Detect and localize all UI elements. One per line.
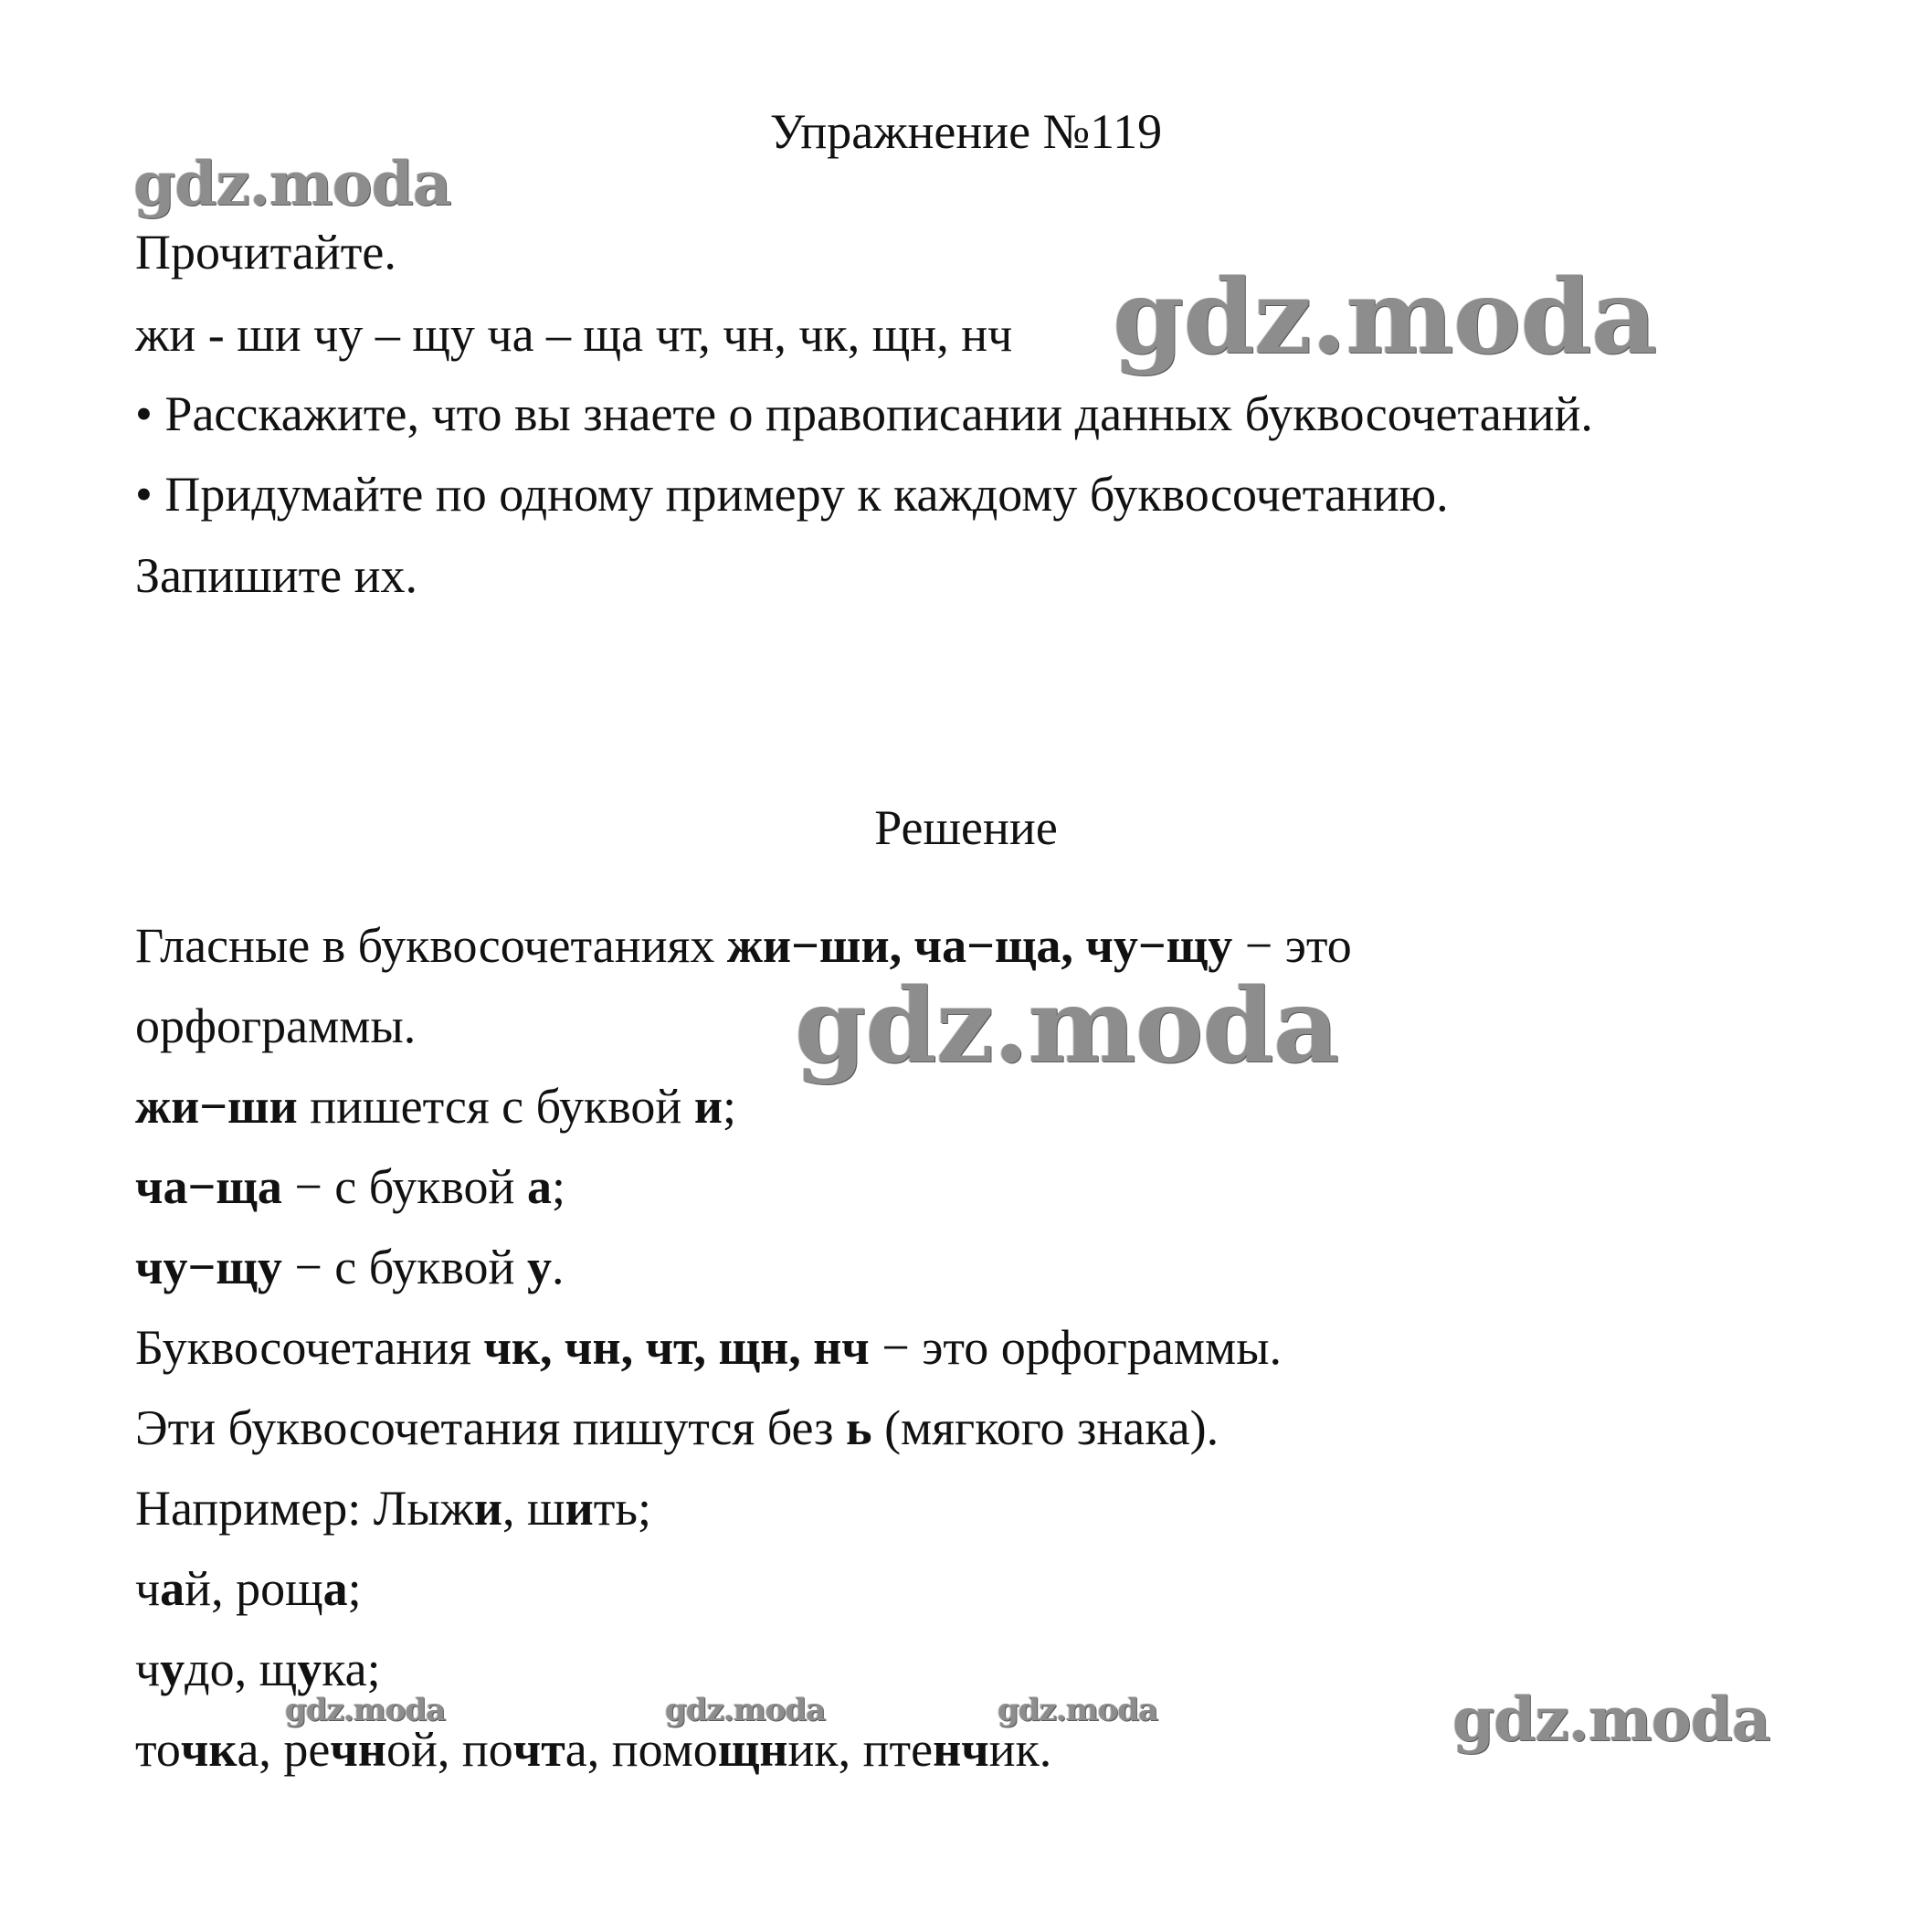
text-run: ; xyxy=(551,1159,565,1214)
example-line-2 xyxy=(135,1559,362,1618)
example-line-4 xyxy=(135,1720,1051,1779)
text-run: ; xyxy=(347,1561,362,1616)
bold-run: а xyxy=(526,1159,552,1214)
watermark: gdz.moda xyxy=(795,966,1339,1086)
text-run: − с буквой xyxy=(281,1240,527,1294)
bold-run: жи−ши xyxy=(135,1079,298,1134)
bold-run: у xyxy=(160,1642,185,1696)
text-run: Например: Лыж xyxy=(135,1481,474,1536)
solution-heading: Решение xyxy=(874,800,1058,855)
example-line-3 xyxy=(135,1640,381,1698)
bold-run: а xyxy=(160,1561,185,1616)
text-run: ой, по xyxy=(385,1722,513,1777)
solution-line-zhi-shi xyxy=(135,1077,736,1135)
bold-run: щн xyxy=(717,1722,788,1777)
text-run: ч xyxy=(135,1642,161,1696)
bold-run: и xyxy=(693,1079,723,1134)
bold-run: ча−ща xyxy=(135,1159,282,1214)
bold-run: чк xyxy=(180,1722,238,1777)
solution-line-soft-sign xyxy=(135,1399,1219,1457)
text-run: ик, пте xyxy=(787,1722,934,1777)
bold-run: чк, чн, чт, щн, нч xyxy=(483,1320,870,1375)
text-run: − с буквой xyxy=(281,1159,527,1214)
task-write: Запишите их. xyxy=(135,548,418,603)
text-run: й, рощ xyxy=(185,1561,323,1616)
text-run: Эти буквосочетания пишутся без xyxy=(135,1400,846,1455)
bold-run: и xyxy=(473,1481,503,1536)
bold-run: у xyxy=(297,1642,322,1696)
watermark: gdz.moda xyxy=(665,1692,826,1728)
text-run: − это орфограммы. xyxy=(869,1320,1283,1375)
watermark: gdz.moda xyxy=(1113,258,1657,377)
bold-run: чт xyxy=(512,1722,565,1777)
text-run: Гласные в буквосочетаниях xyxy=(135,918,727,973)
bold-run: чу−щу xyxy=(135,1240,282,1294)
text-run: то xyxy=(135,1722,181,1777)
watermark: gdz.moda xyxy=(998,1692,1158,1728)
bold-run: ь xyxy=(846,1400,872,1455)
solution-line-orthograms: орфограммы. xyxy=(135,998,417,1053)
text-run: ик. xyxy=(988,1722,1052,1777)
exercise-title: Упражнение №119 xyxy=(769,104,1163,159)
solution-line-chu-shchu xyxy=(135,1238,564,1296)
bold-run: а xyxy=(322,1561,348,1616)
instruction-read: Прочитайте. xyxy=(135,225,396,280)
task-bullet-invent: • Придумайте по одному примеру к каждому буквосочетанию. xyxy=(135,467,1449,522)
text-run: (мягкого знака). xyxy=(871,1400,1219,1455)
bold-run: и xyxy=(565,1481,594,1536)
text-run: . xyxy=(551,1240,565,1294)
watermark: gdz.moda xyxy=(285,1692,446,1728)
bold-run: жи−ши, ча−ща, чу−щу xyxy=(726,918,1233,973)
text-run: − это xyxy=(1232,918,1352,973)
text-run: ч xyxy=(135,1561,161,1616)
letter-combinations: жи - ши чу – щу ча – ща чт, чн, чк, щн, нч xyxy=(135,307,1013,362)
text-run: ть; xyxy=(593,1481,651,1536)
watermark: gdz.moda xyxy=(133,148,451,219)
text-run: а, ре xyxy=(237,1722,331,1777)
text-run: ка; xyxy=(322,1642,381,1696)
text-run: , ш xyxy=(502,1481,565,1536)
solution-line-cha-shcha xyxy=(135,1157,565,1216)
watermark: gdz.moda xyxy=(1452,1684,1770,1755)
text-run: пишется с буквой xyxy=(297,1079,694,1134)
bold-run: у xyxy=(526,1240,552,1294)
solution-line-combinations xyxy=(135,1318,1282,1377)
text-run: до, щ xyxy=(185,1642,298,1696)
text-run: Буквосочетания xyxy=(135,1320,484,1375)
text-run: а, помо xyxy=(565,1722,718,1777)
task-bullet-tell: • Расскажите, что вы знаете о правописании данных буквосочетаний. xyxy=(135,386,1593,441)
bold-run: чн xyxy=(330,1722,386,1777)
text-run: ; xyxy=(722,1079,736,1134)
example-line-1 xyxy=(135,1479,651,1537)
bold-run: нч xyxy=(933,1722,989,1777)
